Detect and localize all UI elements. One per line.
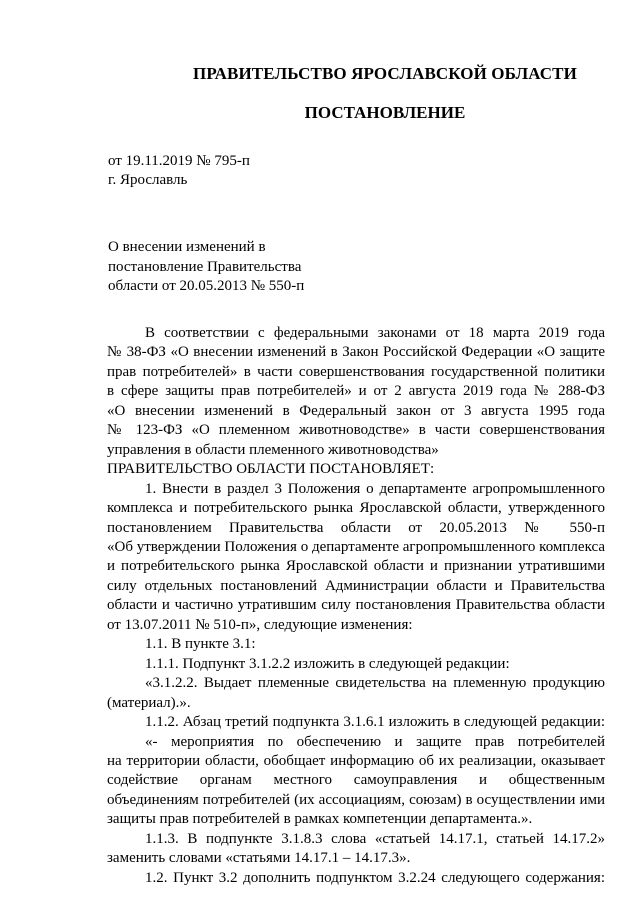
body-line: № 123-ФЗ «О племенном животноводстве» в части совершенствования [107,422,605,439]
body-line: 1. Внести в раздел 3 Положения о департаменте агропромышленного [145,480,605,497]
document-subject [108,238,304,297]
government-name: ПРАВИТЕЛЬСТВО ЯРОСЛАВСКОЙ ОБЛАСТИ [193,64,577,83]
body-line: В соответствии с федеральными законами от 18 марта 2019 года [145,325,605,341]
document-date-number: от 19.11.2019 № 795-п [108,153,250,169]
body-line: области и частично утратившим силу постановления Правительства области [107,597,605,614]
resolution-heading: ПРАВИТЕЛЬСТВО ОБЛАСТИ ПОСТАНОВЛЯЕТ: [107,461,435,478]
subject-line: области от 20.05.2013 № 550-п [108,278,305,294]
body-line: силу отдельных постановлений Администрации области и Правительства [107,577,605,594]
body-line: управления в области племенного животноводства» [107,441,439,458]
body-line: заменить словами «статьями 14.17.1 – 14.17.3». [107,850,411,867]
body-line: «- мероприятия по обеспечению и защите прав потребителей [145,733,605,750]
body-line: постановлением Правительства области от 20.05.2013 № 550-п [107,519,605,536]
document-city: г. Ярославль [108,172,188,188]
body-line: на территории области, обобщает информацию об их реализации, оказывает [107,752,605,769]
document-body [107,324,605,888]
body-line: «Об утверждении Положения о департаменте агропромышленного комплекса [107,538,605,555]
body-line: защиты прав потребителей в рамках компетенции департамента.». [107,811,533,828]
body-line: и потребительского рынка Ярославской области и признании утратившими [107,558,605,575]
body-line: прав потребителей» в части совершенствования государственной политики [107,363,605,380]
body-line: (материал).». [107,694,191,711]
body-line: содействие органам местного самоуправления и общественным [107,772,605,789]
body-line: 1.1.1. Подпункт 3.1.2.2 изложить в следующей редакции: [145,655,510,672]
subject-line: постановление Правительства [108,258,302,275]
body-line: объединениям потребителей (их ассоциациям, союзам) в осуществлении ими [107,791,605,808]
document-type: ПОСТАНОВЛЕНИЕ [304,103,466,122]
body-line: в сфере защиты прав потребителей» и от 2 августа 2019 года № 288-ФЗ [107,383,605,400]
body-line: № 38-ФЗ «О внесении изменений в Закон Российской Федерации «О защите [107,344,605,361]
body-line: от 13.07.2011 № 510-п», следующие изменения: [107,616,413,633]
body-line: 1.1. В пункте 3.1: [145,636,256,653]
body-line: 1.1.3. В подпункте 3.1.8.3 слова «статьей 14.17.1, статьей 14.17.2» [145,830,605,847]
body-line: «3.1.2.2. Выдает племенные свидетельства на племенную продукцию [145,675,605,692]
body-line: 1.2. Пункт 3.2 дополнить подпунктом 3.2.24 следующего содержания: [145,869,605,886]
body-line: комплекса и потребительского рынка Ярославской области, утвержденного [107,500,605,517]
body-line: «О внесении изменений в Федеральный закон от 3 августа 1995 года [107,402,605,419]
subject-line: О внесении изменений в [108,239,266,255]
body-line: 1.1.2. Абзац третий подпункта 3.1.6.1 изложить в следующей редакции: [145,714,605,731]
